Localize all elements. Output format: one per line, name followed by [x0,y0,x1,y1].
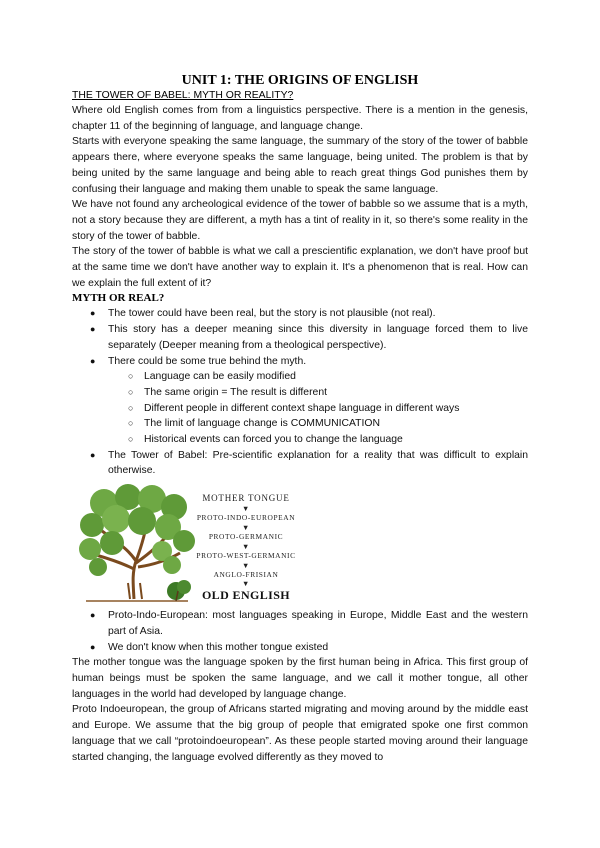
label-anglo-frisian: ANGLO-FRISIAN [213,570,279,580]
bullet-list [72,306,528,369]
language-family-tree-figure [76,483,309,604]
list-item [72,354,528,370]
arrow-down-icon: ▼ [242,579,250,589]
paragraph: We have not found any archeological evidence of the tower of babble so we assume that is a myth, not a story because they are different, a myth has a tint of reality in it, so there's some reality in the story of the tower of babble. [72,199,528,242]
list-item-text: There could be some true behind the myth. [108,355,307,367]
page-title: UNIT 1: THE ORIGINS OF ENGLISH [181,73,419,88]
bullet-list [72,608,528,655]
sub-list-item [72,416,528,432]
sub-list-item-text: Different people in different context shape language in different ways [144,402,460,414]
sub-list-item-text: The same origin = The result is different [144,386,327,398]
list-item-text: Proto-Indo-European: most languages speaking in Europe, Middle East and the western part of Asia. [108,610,528,637]
list-item [72,306,528,322]
bullet-icon: ● [90,641,96,652]
label-proto-west-germanic: PROTO-WEST-GERMANIC [196,551,296,561]
tree-icon [79,484,195,601]
list-item [72,608,528,639]
list-item-text: This story has a deeper meaning since this diversity in language forced them to live separately (Deeper meaning from a theological perspective). [108,324,528,351]
sub-list-item-text: Language can be easily modified [144,371,296,383]
bullet-icon: ● [90,449,96,460]
arrow-down-icon: ▼ [242,542,250,552]
bullet-icon: ● [90,610,96,621]
list-item-text: The Tower of Babel: Pre-scientific explanation for a reality that was difficult to explain otherwise. [108,449,528,477]
circle-bullet-icon: ○ [128,371,134,382]
sub-list-item [72,401,528,417]
arrow-down-icon: ▼ [242,504,250,514]
paragraph: Where old English comes from from a linguistics perspective. There is a mention in the genesis, chapter 11 of the beginning of language, and language change. [72,105,528,132]
section-heading: MYTH OR REAL? [72,292,165,305]
label-proto-indo-european: PROTO-INDO-EUROPEAN [196,513,296,523]
paragraph: Proto Indoeuropean, the group of Africans started migrating and moving around by the middle east and Europe. We assume that the big group of people that emigrated spoke one first common language that we call “protoindoeuropean”. As these people started moving around their language started changing, the language evolved differently as they moved to [72,704,528,763]
list-item-text: The tower could have been real, but the story is not plausible (not real). [108,308,436,320]
circle-bullet-icon: ○ [128,418,134,429]
section-subtitle: THE TOWER OF BABEL: MYTH OR REALITY? [72,90,294,101]
sub-list-item [72,369,528,385]
language-tree-illustration [76,483,309,604]
paragraph: The story of the tower of babble is what we call a prescientific explanation, we don't have proof but at the same time we don't have another way to explain it. It's a phenomenon that is real. How can we explain the full extent of it? [72,246,528,289]
sub-bullet-list [72,369,528,448]
circle-bullet-icon: ○ [128,402,134,413]
bullet-icon: ● [90,308,96,319]
document-content [72,72,528,765]
circle-bullet-icon: ○ [128,386,134,397]
arrow-down-icon: ▼ [242,561,250,571]
paragraph: The mother tongue was the language spoken by the first human being in Africa. This first group of human beings must be spoken the same language, and we call it mother tongue, all other languages in the world had developed by language change. [72,657,528,700]
sub-list-item [72,385,528,401]
bullet-list [72,448,528,479]
label-mother-tongue: MOTHER TONGUE [202,493,290,504]
bullet-icon: ● [90,355,96,366]
bullet-icon: ● [90,324,96,335]
label-proto-germanic: PROTO-GERMANIC [208,532,284,542]
label-old-english: OLD ENGLISH [201,588,291,603]
arrow-down-icon: ▼ [242,523,250,533]
list-item [72,322,528,353]
circle-bullet-icon: ○ [128,434,134,445]
list-item [72,640,528,656]
list-item [72,448,528,479]
list-item-text: We don't know when this mother tongue existed [108,641,329,653]
paragraph: Starts with everyone speaking the same language, the summary of the story of the tower of babble appears there, where everyone speaks the same language, being united. The problem is that by being united by the same language and being able to reach great things God punishes them by confusing their language and making them unable to speak the same language. [72,136,528,195]
sub-list-item-text: The limit of language change is COMMUNICATION [144,418,380,430]
sub-list-item-text: Historical events can forced you to change the language [144,434,403,446]
sub-list-item [72,432,528,448]
